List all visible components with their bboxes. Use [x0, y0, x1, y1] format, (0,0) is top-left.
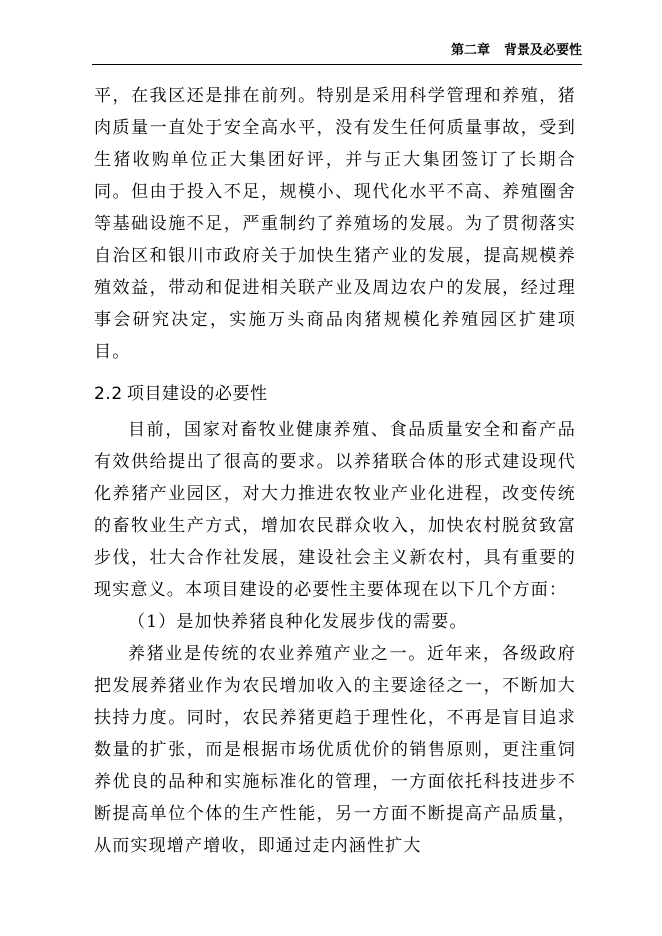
- section-title: 项目建设的必要性: [126, 384, 268, 404]
- header-chapter: 第二章: [450, 43, 490, 58]
- sub-heading-1: （1）是加快养猪良种化发展步伐的需要。: [128, 612, 468, 632]
- page-header: [92, 42, 582, 65]
- header-title: 背景及必要性: [503, 43, 582, 58]
- section-number: 2.2: [94, 384, 123, 404]
- section-heading: [94, 378, 576, 410]
- paragraph-continued: 平，在我区还是排在前列。特别是采用科学管理和养殖，猪肉质量一直处于安全高水平，没有发生任何质量事故，受到生猪收购单位正大集团好评，并与正大集团签订了长期合同。但由于投入不足，规模小、现代化水平不高、养殖圈舍等基础设施不足，严重制约了养殖场的发展。为了贯彻落实自治区和银川市政府关于加快生猪产业的发展，提高规模养殖效益，带动和促进相关联产业及周边农户的发展，经过理事会研究决定，实施万头商品肉猪规模化养殖园区扩建项目。: [94, 86, 576, 362]
- paragraph-necessity: 目前，国家对畜牧业健康养殖、食品质量安全和畜产品有效供给提出了很高的要求。以养猪联合体的形式建设现代化养猪产业园区，对大力推进农牧业产业化进程，改变传统的畜牧业生产方式，增加农民群众收入，加快农村脱贫致富步伐，壮大合作社发展，建设社会主义新农村，具有重要的现实意义。本项目建设的必要性主要体现在以下几个方面：: [94, 420, 576, 600]
- document-body: [94, 80, 576, 862]
- paragraph-pig-industry: 养猪业是传统的农业养殖产业之一。近年来，各级政府把发展养猪业作为农民增加收入的主要途径之一，不断加大扶持力度。同时，农民养猪更趋于理性化，不再是盲目追求数量的扩张，而是根据市场优质优价的销售原则，更注重饲养优良的品种和实施标准化的管理，一方面依托科技进步不断提高单位个体的生产性能，另一方面不断提高产品质量，从而实现增产增收，即通过走内涵性扩大: [94, 644, 576, 856]
